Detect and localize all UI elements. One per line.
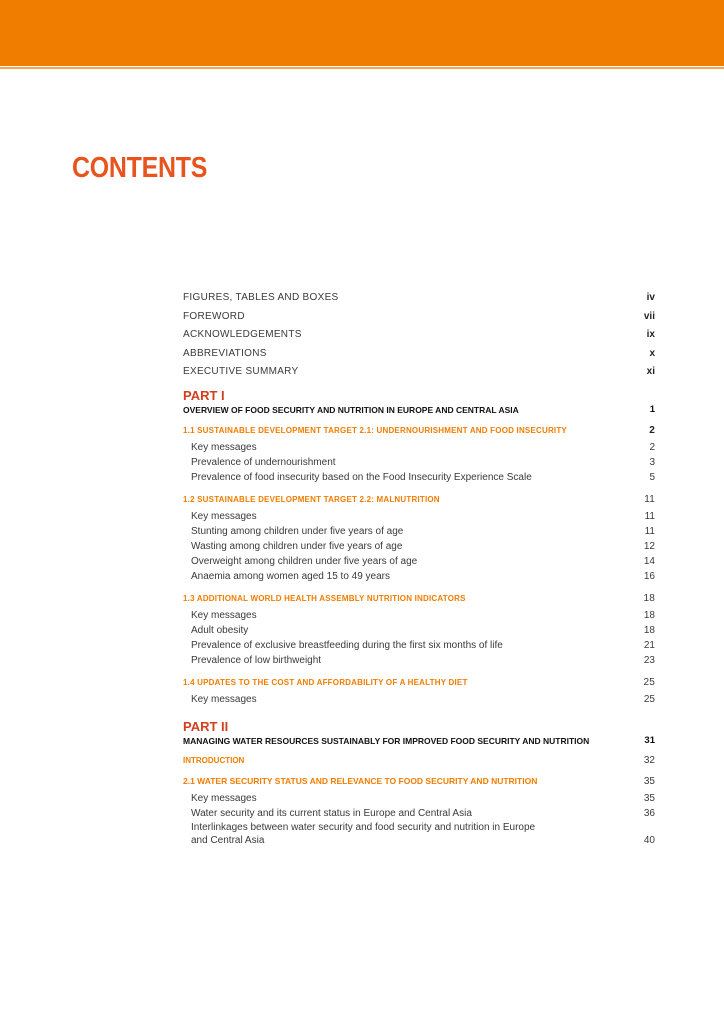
section-page: 11 [644, 493, 655, 505]
header-band-rule [0, 67, 724, 69]
toc-item-label-line-1: Interlinkages between water security and food security and nutrition in Europe [191, 821, 536, 833]
section-label: 1.2 SUSTAINABLE DEVELOPMENT TARGET 2.2: MALNUTRITION [183, 494, 440, 504]
section-label: 1.1 SUSTAINABLE DEVELOPMENT TARGET 2.1: UNDERNOURISHMENT AND FOOD INSECURITY [183, 425, 567, 435]
toc-item-label: Prevalence of exclusive breastfeeding during the first six months of life [191, 639, 503, 651]
toc-item-page: 35 [643, 792, 655, 804]
toc-item-page: 12 [643, 540, 655, 552]
toc-item[interactable] [183, 470, 655, 485]
toc-item-label: Key messages [191, 693, 257, 705]
section-1-4[interactable] [183, 677, 655, 689]
part-2-heading: PART II [183, 718, 229, 734]
toc-item-page: 2 [649, 441, 655, 453]
toc-item-page: 18 [643, 624, 655, 636]
toc-item-page: 11 [644, 525, 655, 537]
toc-item[interactable] [183, 539, 655, 554]
toc-item-label: Key messages [191, 510, 257, 522]
page-title: CONTENTS [72, 152, 208, 184]
toc-entry-acknowledgements[interactable] [183, 326, 655, 345]
toc-item[interactable] [183, 569, 655, 584]
toc-item[interactable] [183, 440, 655, 455]
toc-item[interactable] [183, 524, 655, 539]
part-1-subtitle[interactable] [183, 404, 655, 416]
section-1-3[interactable] [183, 593, 655, 605]
toc-entry-label: ACKNOWLEDGEMENTS [183, 329, 302, 340]
toc-item[interactable] [183, 638, 655, 653]
toc-entry-label: FOREWORD [183, 310, 245, 322]
toc-item-label: Overweight among children under five years of age [191, 555, 418, 567]
toc-entry-label: FIGURES, TABLES AND BOXES [183, 292, 339, 303]
section-label: 1.4 UPDATES TO THE COST AND AFFORDABILITY OF A HEALTHY DIET [183, 677, 468, 687]
toc-entry-page: xi [646, 366, 655, 377]
section-introduction[interactable] [183, 755, 655, 767]
section-page: 18 [643, 592, 655, 604]
section-label: 1.3 ADDITIONAL WORLD HEALTH ASSEMBLY NUTRITION INDICATORS [183, 593, 466, 603]
toc-item[interactable] [183, 821, 655, 847]
toc-item-page: 5 [649, 471, 655, 483]
toc-entry-figures[interactable] [183, 289, 655, 308]
toc-item[interactable] [183, 623, 655, 638]
toc-entry-label: ABBREVIATIONS [183, 347, 267, 359]
toc-item-page: 14 [643, 555, 655, 567]
section-label: 2.1 WATER SECURITY STATUS AND RELEVANCE TO FOOD SECURITY AND NUTRITION [183, 775, 538, 786]
toc-item-label: Wasting among children under five years of age [191, 540, 403, 552]
toc-entry-page: x [649, 347, 655, 359]
toc-item-page: 21 [643, 639, 655, 651]
toc-item-label: Anaemia among women aged 15 to 49 years [191, 570, 391, 582]
toc-entry-label: EXECUTIVE SUMMARY [183, 366, 299, 377]
toc-entry-page: vii [643, 310, 655, 322]
section-label: INTRODUCTION [183, 755, 245, 765]
toc-item-label: Prevalence of low birthweight [191, 654, 322, 666]
section-page: 25 [643, 676, 655, 688]
toc-item-page: 16 [643, 570, 655, 582]
toc-item[interactable] [183, 692, 655, 707]
toc-item-label: Key messages [191, 609, 257, 621]
toc-item-page: 40 [643, 834, 655, 846]
toc-entry-foreword[interactable] [183, 308, 655, 327]
toc-entry-page: iv [646, 292, 655, 303]
toc-item-label [183, 821, 611, 847]
toc-item-page: 3 [649, 456, 655, 468]
toc-item-page: 36 [643, 807, 655, 819]
toc-item[interactable] [183, 653, 655, 668]
table-of-contents [183, 289, 655, 847]
section-page: 32 [643, 754, 655, 766]
toc-item-label-line-2: and Central Asia [191, 834, 265, 846]
toc-item-page: 23 [643, 654, 655, 666]
section-1-1[interactable] [183, 425, 655, 437]
toc-item[interactable] [183, 608, 655, 623]
toc-item-label: Key messages [191, 792, 257, 804]
toc-entry-page: ix [646, 329, 655, 340]
toc-item[interactable] [183, 554, 655, 569]
part-1-page: 1 [649, 403, 655, 415]
toc-item-label: Water security and its current status in Europe and Central Asia [191, 807, 472, 819]
toc-item[interactable] [183, 791, 655, 806]
toc-item-label: Stunting among children under five years of age [191, 525, 404, 537]
toc-item-page: 25 [643, 693, 655, 705]
part-2-subtitle[interactable] [183, 735, 655, 747]
toc-item[interactable] [183, 806, 655, 821]
toc-entry-abbreviations[interactable] [183, 345, 655, 364]
section-2-1[interactable] [183, 775, 655, 788]
toc-item-label: Prevalence of food insecurity based on the Food Insecurity Experience Scale [191, 471, 532, 483]
part-2-subtitle-label: MANAGING WATER RESOURCES SUSTAINABLY FOR IMPROVED FOOD SECURITY AND NUTRITION [183, 735, 590, 746]
toc-item-page: 18 [643, 609, 655, 621]
toc-item-label: Prevalence of undernourishment [191, 456, 336, 468]
toc-item[interactable] [183, 509, 655, 524]
section-page: 35 [643, 775, 655, 787]
toc-item-label: Adult obesity [191, 624, 249, 636]
toc-item[interactable] [183, 455, 655, 470]
section-1-2[interactable] [183, 494, 655, 506]
part-1-subtitle-label: OVERVIEW OF FOOD SECURITY AND NUTRITION IN EUROPE AND CENTRAL ASIA [183, 404, 519, 415]
toc-item-label: Key messages [191, 441, 257, 453]
part-1-heading: PART I [183, 387, 225, 403]
toc-entry-executive-summary[interactable] [183, 363, 655, 382]
header-band [0, 0, 724, 66]
part-2-page: 31 [644, 734, 655, 746]
section-page: 2 [649, 424, 655, 436]
toc-item-page: 11 [644, 510, 655, 522]
